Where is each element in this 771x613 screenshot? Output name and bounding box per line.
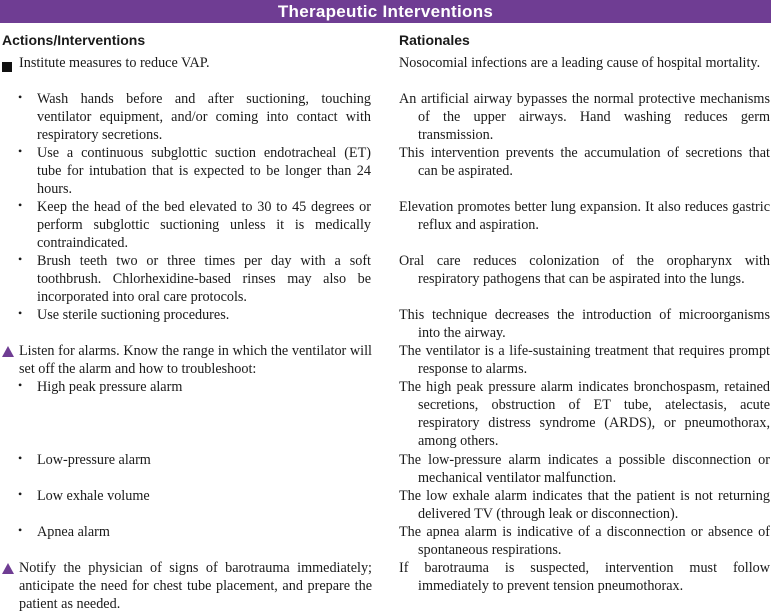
rationale-vap-item: This intervention prevents the accumulation of secretions that can be aspirated.	[399, 145, 770, 179]
purple-triangle-icon	[2, 346, 14, 357]
rationale-vap-item: An artificial airway bypasses the normal protective mechanisms of the upper airways. Hand washing reduces germ transmission.	[399, 91, 770, 143]
action-vap-item: Brush teeth two or three times per day with a soft toothbrush. Chlorhexidine-based rinses may also be incorporated into oral care protocols.	[37, 253, 371, 305]
action-vap-item: Use sterile suctioning procedures.	[37, 307, 230, 323]
action-vap: Institute measures to reduce VAP.	[19, 55, 210, 71]
action-alarm-item: Low exhale volume	[37, 488, 150, 504]
actions-column-header: Actions/Interventions	[2, 32, 146, 48]
action-alarms: Listen for alarms. Know the range in which the ventilator will set off the alarm and how to troubleshoot:	[19, 343, 372, 377]
rationale-alarm-item: The high peak pressure alarm indicates bronchospasm, retained secretions, obstruction of ET tube, atelectasis, acute respiratory distress syndrome (ARDS), or pneumothorax, among others.	[399, 379, 770, 449]
purple-triangle-icon	[2, 563, 14, 574]
action-vap-item: Keep the head of the bed elevated to 30 to 45 degrees or perform subglottic suctioning unless it is medically contraindicated.	[37, 199, 371, 251]
action-alarm-item: Low-pressure alarm	[37, 452, 151, 468]
bullet-icon: •	[18, 378, 23, 392]
bullet-icon: •	[18, 144, 23, 158]
rationales-column-header: Rationales	[399, 32, 470, 48]
bullet-icon: •	[18, 451, 23, 465]
rationale-vap-item: Oral care reduces colonization of the oropharynx with respiratory pathogens that can be aspirated into the lungs.	[399, 253, 770, 287]
bullet-icon: •	[18, 487, 23, 501]
bullet-icon: •	[18, 523, 23, 537]
rationale-alarm-item: The apnea alarm is indicative of a disconnection or absence of spontaneous respirations.	[399, 524, 770, 558]
action-alarm-item: High peak pressure alarm	[37, 379, 183, 395]
rationale-barotrauma: If barotrauma is suspected, intervention must follow immediately to prevent tension pneumothorax.	[399, 560, 770, 594]
bullet-icon: •	[18, 306, 23, 320]
section-title: Therapeutic Interventions	[0, 0, 771, 23]
bullet-icon: •	[18, 252, 23, 266]
rationale-vap-item: Elevation promotes better lung expansion. It also reduces gastric reflux and aspiration.	[399, 199, 770, 233]
bullet-icon: •	[18, 90, 23, 104]
action-alarm-item: Apnea alarm	[37, 524, 110, 540]
rationale-alarm-item: The low-pressure alarm indicates a possible disconnection or mechanical ventilator malfunction.	[399, 452, 770, 486]
rationale-vap: Nosocomial infections are a leading cause of hospital mortality.	[399, 55, 761, 71]
action-vap-item: Use a continuous subglottic suction endotracheal (ET) tube for intubation that is expected to be longer than 24 hours.	[37, 145, 371, 197]
rationale-alarms: The ventilator is a life-sustaining treatment that requires prompt response to alarms.	[399, 343, 770, 377]
bullet-icon: •	[18, 198, 23, 212]
rationale-vap-item: This technique decreases the introduction of microorganisms into the airway.	[399, 307, 770, 341]
action-vap-item: Wash hands before and after suctioning, touching ventilator equipment, and/or coming into contact with respiratory secretions.	[37, 91, 371, 143]
rationale-alarm-item: The low exhale alarm indicates that the patient is not returning delivered TV (through leak or disconnection).	[399, 488, 770, 522]
action-barotrauma: Notify the physician of signs of barotrauma immediately; anticipate the need for chest tube placement, and prepare the patient as needed.	[19, 560, 372, 612]
black-square-icon	[2, 59, 12, 77]
